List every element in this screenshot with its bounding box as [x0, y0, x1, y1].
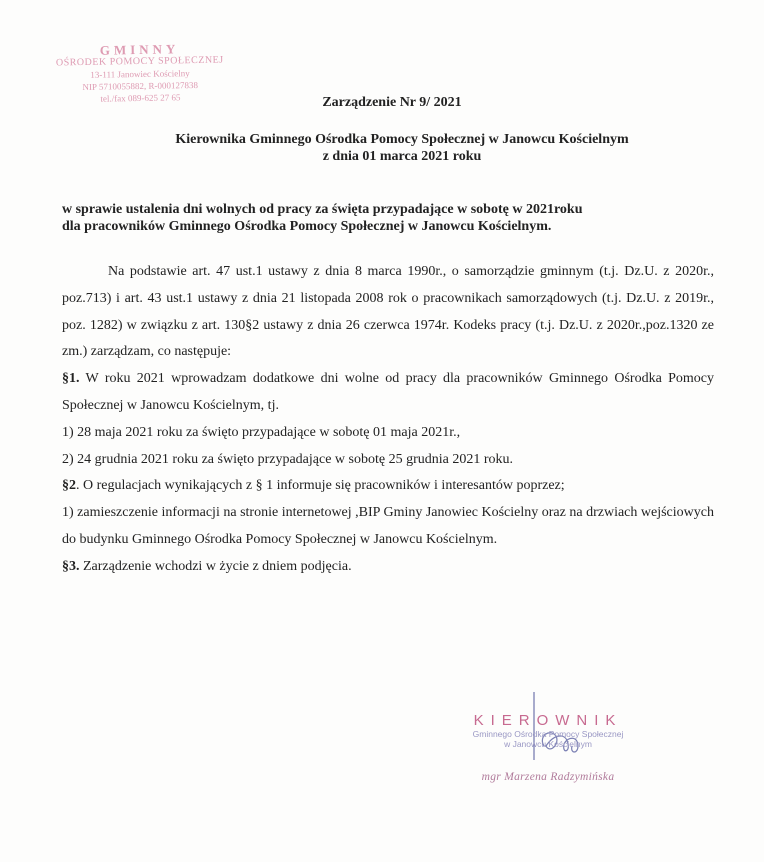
stamp-line: 13-111 Janowiec Kościelny	[90, 68, 190, 80]
subject-line: dla pracowników Gminnego Ośrodka Pomocy Społecznej w Janowcu Kościelnym.	[62, 219, 552, 234]
stamp-line: OŚRODEK POMOCY SPOŁECZNEJ	[55, 54, 224, 69]
document-subject	[62, 201, 722, 235]
section-text: Zarządzenie wchodzi w życie z dniem podjęcia.	[79, 558, 352, 574]
signature-title: KIEROWNIK	[473, 712, 623, 729]
section-label: §1.	[62, 371, 80, 387]
subject-line: w sprawie ustalenia dni wolnych od pracy za święta przypadające w sobotę w 2021roku	[62, 202, 583, 217]
stamp-line: NIP 5710055882, R-000127838	[82, 79, 198, 93]
issuer-line: Kierownika Gminnego Ośrodka Pomocy Społecznej w Janowcu Kościelnym	[175, 132, 629, 147]
document-body	[62, 259, 714, 581]
signature-stamp	[448, 712, 648, 783]
section-3	[62, 554, 714, 581]
section-2-item: 1) zamieszczenie informacji na stronie internetowej ,BIP Gminy Janowiec Kościelny oraz na drzwiach wejściowych do budynku Gminnego Ośrodka Pomocy Społecznej w Janowcu Kościelnym.	[62, 505, 714, 547]
document-number: Zarządzenie Nr 9/ 2021	[322, 95, 462, 110]
section-text: W roku 2021 wprowadzam dodatkowe dni wolne od pracy dla pracowników Gminnego Ośrodka Pomocy Społecznej w Janowcu Kościelnym, tj.	[62, 371, 714, 413]
section-1-item: 2) 24 grudnia 2021 roku za święto przypadające w sobotę 25 grudnia 2021 roku.	[62, 451, 513, 467]
section-1-item: 1) 28 maja 2021 roku za święto przypadające w sobotę 01 maja 2021r.,	[62, 424, 461, 440]
signature-line: Gminnego Ośrodka Pomocy Społecznej	[472, 729, 624, 739]
intro-paragraph: Na podstawie art. 47 ust.1 ustawy z dnia 8 marca 1990r., o samorządzie gminnym (t.j. Dz.U. z 2020r., poz.713) i art. 43 ust.1 ustawy z dnia 21 listopada 2008 rok o pracownikach samorządowych (t.j. Dz.U. z 2019r., poz. 1282) w związku z art. 130§2 ustawy z dnia 26 czerwca 1974r. Kodeks pracy (t.j. Dz.U. z 2020r.,poz.1320 ze zm.) zarządzam, co następuje:	[62, 264, 714, 360]
section-label: §2	[62, 478, 76, 494]
issuer-date: z dnia 01 marca 2021 roku	[322, 149, 482, 164]
signature-line: w Janowcu Kościelnym	[504, 739, 592, 749]
stamp-line: tel./fax 089-625 27 65	[100, 92, 181, 104]
stamp-line: GMINNY	[99, 41, 180, 58]
signature-name: mgr Marzena Radzymińska	[481, 771, 615, 783]
section-text: . O regulacjach wynikających z § 1 informuje się pracowników i interesantów poprzez;	[76, 478, 565, 494]
section-1	[62, 366, 714, 420]
section-label: §3.	[62, 558, 80, 574]
document-issuer	[0, 131, 764, 165]
section-2	[62, 473, 714, 500]
